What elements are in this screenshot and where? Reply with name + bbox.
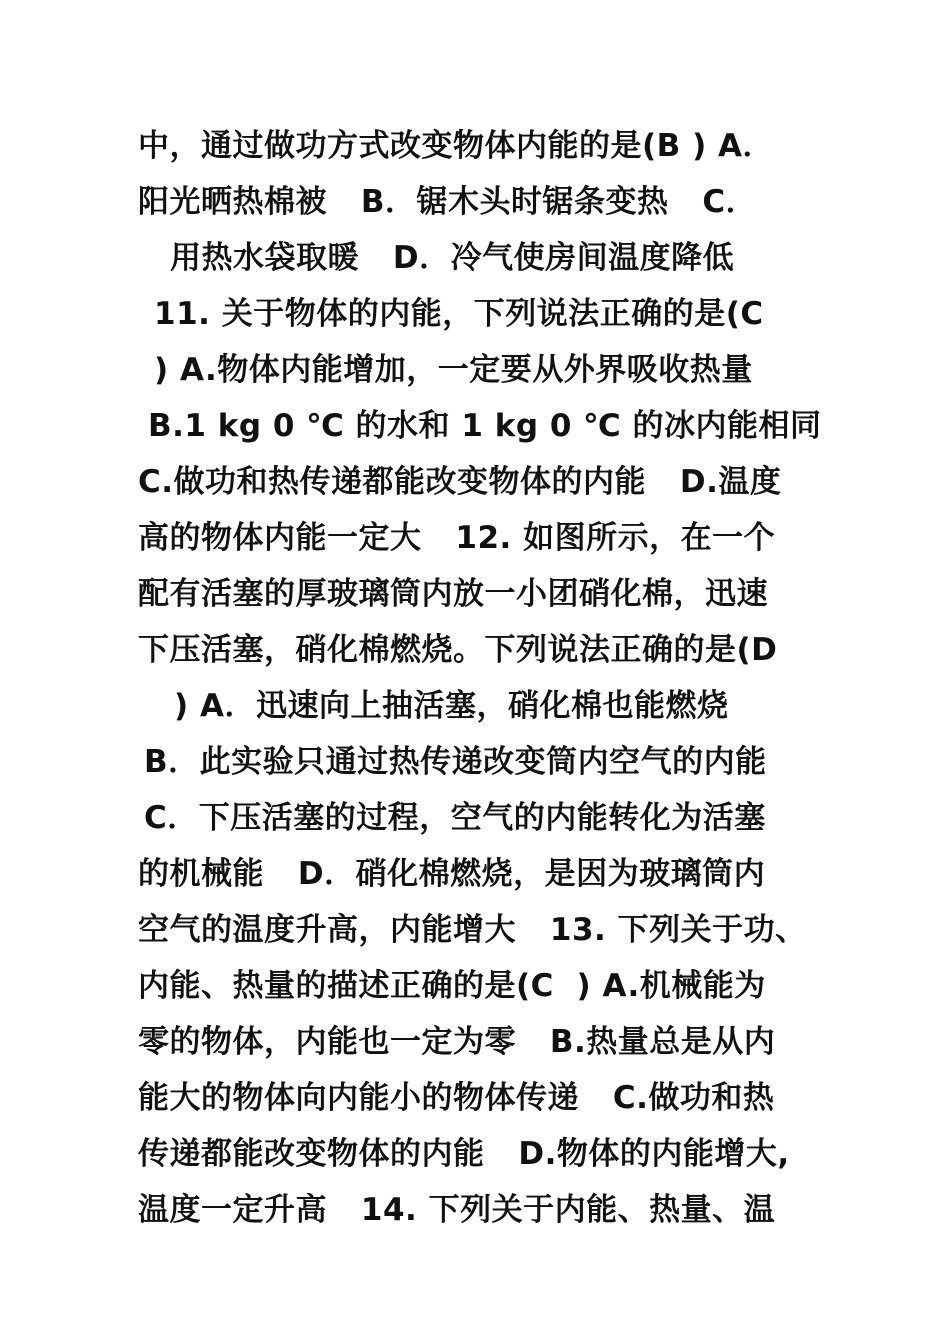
text-line: 11. 关于物体的内能，下列说法正确的是(C: [154, 296, 764, 332]
text-line: B.1 kg 0 ℃ 的水和 1 kg 0 ℃ 的冰内能相同: [148, 408, 822, 444]
text-line: B．此实验只通过热传递改变筒内空气的内能: [144, 744, 767, 780]
text-line: 内能、热量的描述正确的是(C ) A.机械能为: [138, 968, 766, 1004]
text-line: ) A.物体内能增加，一定要从外界吸收热量: [154, 352, 753, 388]
text-line: 用热水袋取暖 D．冷气使房间温度降低: [170, 240, 735, 276]
text-line: C.做功和热传递都能改变物体的内能 D.温度: [138, 464, 782, 500]
text-line: 温度一定升高 14. 下列关于内能、热量、温: [138, 1192, 776, 1228]
text-line: 传递都能改变物体的内能 D.物体的内能增大,: [138, 1136, 790, 1172]
text-line: 中，通过做功方式改变物体内能的是(B ) A．: [138, 128, 775, 164]
text-line: 能大的物体向内能小的物体传递 C.做功和热: [138, 1080, 775, 1116]
text-line: 下压活塞，硝化棉燃烧。下列说法正确的是(D: [138, 632, 778, 668]
text-line: C．下压活塞的过程，空气的内能转化为活塞: [144, 800, 766, 836]
text-line: 阳光晒热棉被 B．锯木头时锯条变热 C．: [138, 184, 758, 220]
text-line: 的机械能 D．硝化棉燃烧，是因为玻璃筒内: [138, 856, 766, 892]
text-line: 零的物体，内能也一定为零 B.热量总是从内: [138, 1024, 776, 1060]
text-line: 空气的温度升高，内能增大 13. 下列关于功、: [138, 912, 807, 948]
text-line: ) A．迅速向上抽活塞，硝化棉也能燃烧: [174, 688, 729, 724]
text-line: 高的物体内能一定大 12. 如图所示，在一个: [138, 520, 776, 556]
text-line: 配有活塞的厚玻璃筒内放一小团硝化棉，迅速: [138, 576, 768, 612]
